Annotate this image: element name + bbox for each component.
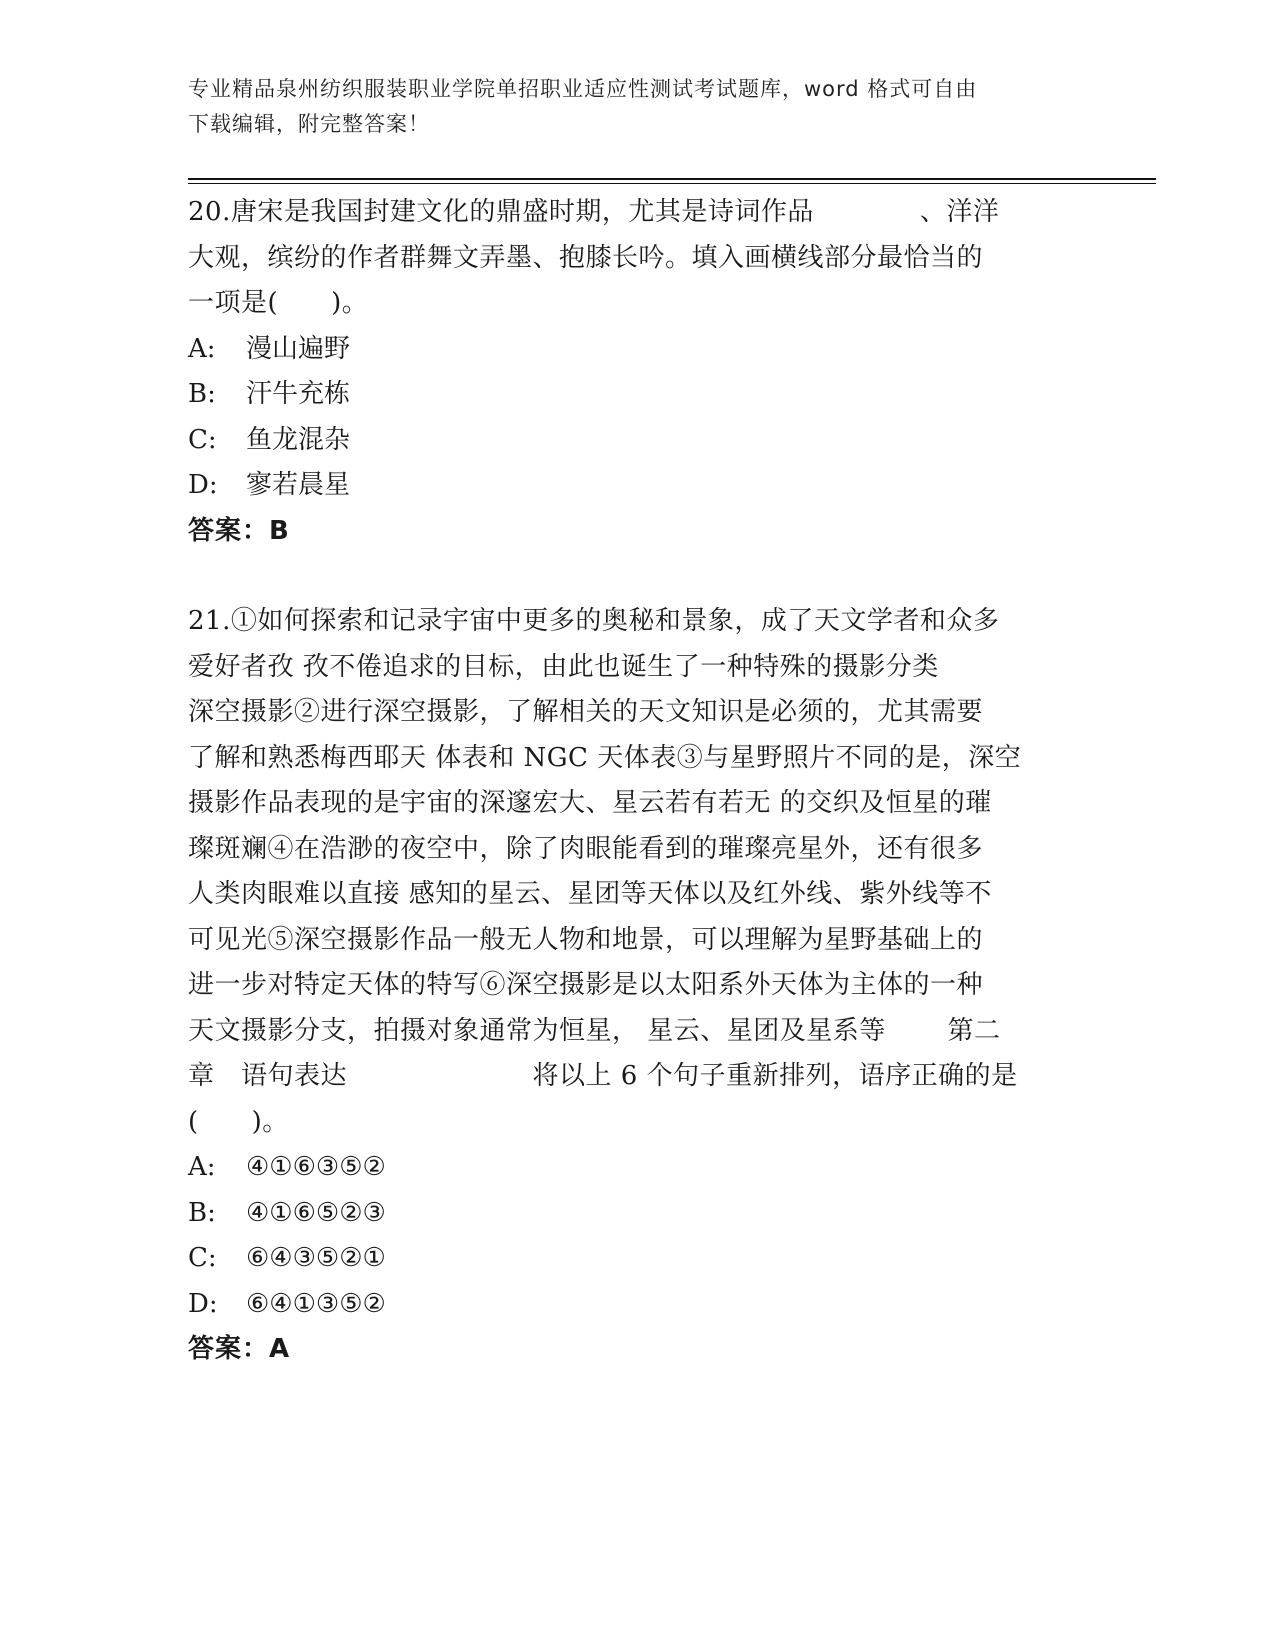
- question-20-option-d: [188, 463, 1088, 509]
- question-20-answer: 答案：B: [188, 515, 290, 546]
- header-line-1: 专业精品泉州纺织服装职业学院单招职业适应性测试考试题库，word 格式可自由: [188, 77, 978, 101]
- question-21-line-5: 摄影作品表现的是宇宙的深邃宏大、星云若有若无 的交织及恒星的璀: [188, 788, 992, 818]
- question-21-line-10: 天文摄影分支，拍摄对象通常为恒星， 星云、星团及星系等 第二: [188, 1015, 1001, 1046]
- question-20: [188, 190, 1088, 554]
- question-21-line-2: 爱好者孜 孜不倦追求的目标，由此也诞生了一种特殊的摄影分类: [188, 651, 939, 682]
- question-21: [188, 599, 1088, 1373]
- option-text: ⑥④③⑤②①: [246, 1243, 386, 1273]
- question-21-answer: 答案：A: [188, 1334, 291, 1364]
- option-text: ④①⑥③⑤②: [246, 1152, 386, 1182]
- option-text: ⑥④①③⑤②: [246, 1288, 386, 1319]
- option-letter: A:: [188, 333, 216, 364]
- question-20-line-3: 一项是( )。: [188, 288, 369, 318]
- option-text: 寥若晨星: [246, 470, 351, 500]
- question-20-option-a: [188, 327, 1088, 373]
- header-line-2: 下载编辑，附完整答案！: [188, 112, 430, 136]
- question-21-line-4: 了解和熟悉梅西耶天 体表和 NGC 天体表③与星野照片不同的是，深空: [188, 742, 1022, 773]
- option-text: 漫山遍野: [246, 333, 351, 364]
- option-letter: C:: [188, 1243, 217, 1273]
- document-header: [188, 72, 1068, 142]
- question-21-line-11: 章 语句表达 将以上 6 个句子重新排列，语序正确的是: [188, 1061, 1018, 1091]
- question-20-option-c: [188, 418, 1088, 464]
- option-letter: D:: [188, 1288, 218, 1319]
- option-letter: D:: [188, 470, 218, 500]
- question-20-option-b: [188, 372, 1088, 418]
- question-20-line-2: 大观，缤纷的作者群舞文弄墨、抱膝长吟。填入画横线部分最恰当的: [188, 242, 984, 273]
- question-21-line-3: 深空摄影②进行深空摄影，了解相关的天文知识是必须的，尤其需要: [188, 697, 984, 727]
- option-letter: B:: [188, 379, 216, 409]
- question-list: [188, 190, 1088, 1373]
- question-21-line-8: 可见光⑤深空摄影作品一般无人物和地景，可以理解为星野基础上的: [188, 924, 984, 955]
- question-21-line-12: ( )。: [188, 1106, 289, 1137]
- option-letter: B:: [188, 1197, 216, 1228]
- option-text: 汗牛充栋: [246, 379, 351, 409]
- header-divider-thin: [188, 183, 1156, 184]
- option-letter: C:: [188, 424, 217, 455]
- question-spacer: [188, 554, 1088, 599]
- question-21-option-b: [188, 1191, 1088, 1237]
- option-text: 鱼龙混杂: [246, 424, 351, 455]
- question-21-line-9: 进一步对特定天体的特写⑥深空摄影是以太阳系外天体为主体的一种: [188, 970, 984, 1000]
- option-text: ④①⑥⑤②③: [246, 1197, 386, 1228]
- question-21-line-7: 人类肉眼难以直接 感知的星云、星团等天体以及红外线、紫外线等不: [188, 879, 992, 909]
- header-divider-thick: [188, 178, 1156, 180]
- option-letter: A:: [188, 1152, 216, 1182]
- question-21-line-1: 21.①如何探索和记录宇宙中更多的奥秘和景象，成了天文学者和众多: [188, 606, 1000, 636]
- question-21-option-d: [188, 1282, 1088, 1328]
- question-21-option-c: [188, 1236, 1088, 1282]
- question-20-line-1: 20.唐宋是我国封建文化的鼎盛时期，尤其是诗词作品 、洋洋: [188, 197, 1000, 227]
- question-21-option-a: [188, 1145, 1088, 1191]
- question-21-line-6: 璨斑斓④在浩渺的夜空中，除了肉眼能看到的璀璨亮星外，还有很多: [188, 833, 984, 864]
